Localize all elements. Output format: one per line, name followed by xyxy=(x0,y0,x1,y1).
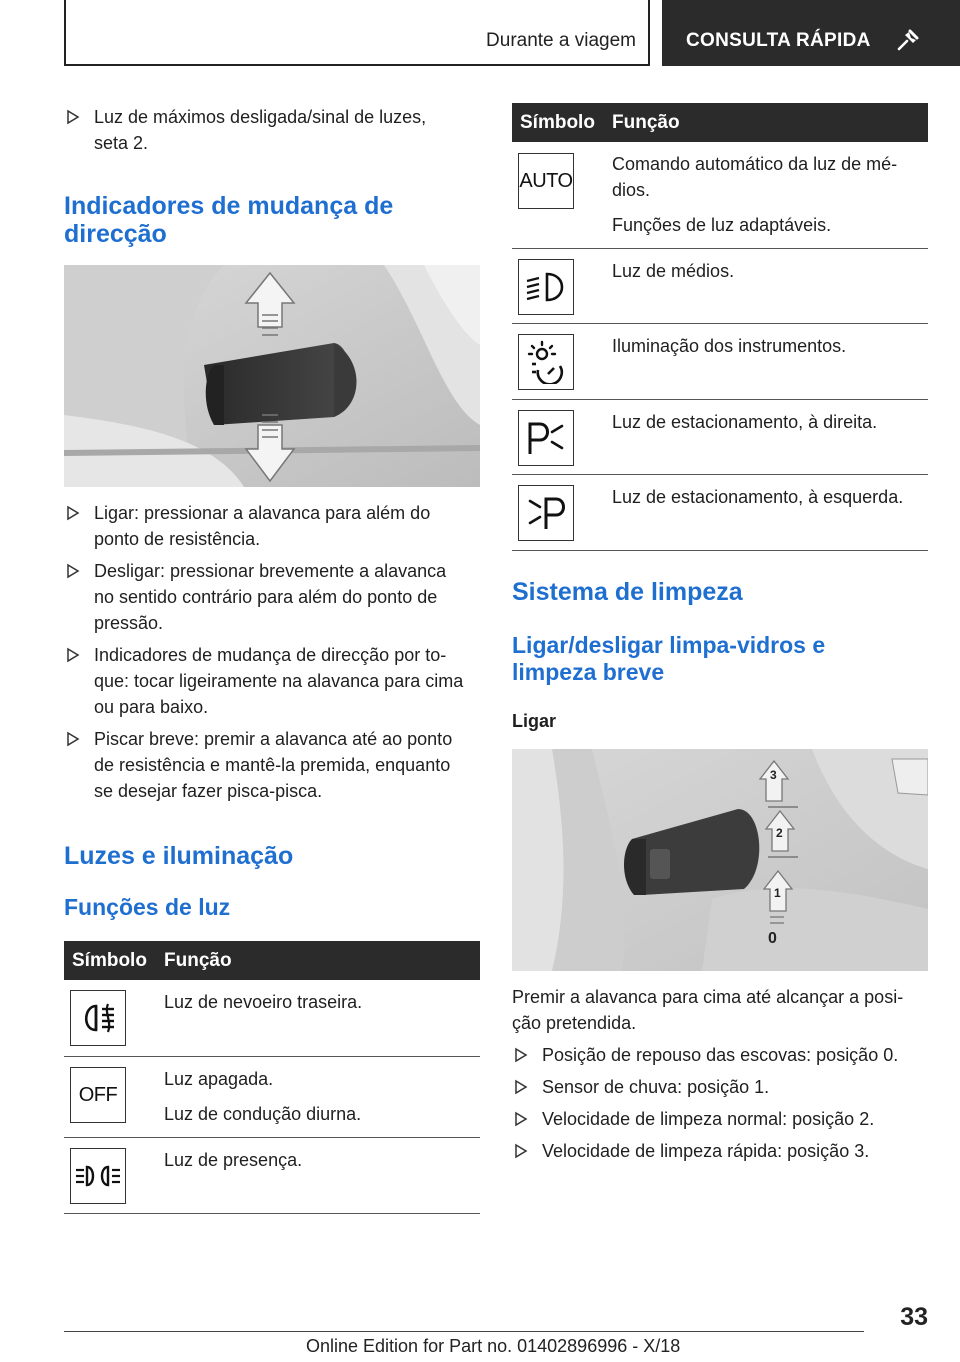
turn-signal-list xyxy=(64,500,480,804)
parking-light-icon xyxy=(70,1148,126,1204)
list-item: Desligar: pressionar brevemente a alavanca no sentido contrário para além do ponto de pressão. xyxy=(64,558,480,636)
list-item: Indicadores de mudança de direcção por to- que: tocar ligeiramente na alavanca para cima ou para baixo. xyxy=(64,642,480,720)
position-label: 2 xyxy=(776,826,783,840)
header-rule-left xyxy=(64,0,66,66)
header-section-title[interactable]: Durante a viagem xyxy=(486,30,636,51)
triangle-bullet-icon xyxy=(66,109,80,125)
light-functions-table xyxy=(64,941,480,1214)
lights-heading: Luzes e iluminação xyxy=(64,842,294,870)
wiper-toggle-heading: Ligar/desligar limpa-vidros e limpeza breve xyxy=(512,632,826,685)
triangle-bullet-icon xyxy=(66,647,80,663)
function-text: Comando automático da luz de mé- dios. xyxy=(612,154,898,200)
parking-left-icon xyxy=(518,485,574,541)
list-item: Velocidade de limpeza rápida: posição 3. xyxy=(512,1138,928,1164)
table-row xyxy=(512,142,928,249)
triangle-bullet-icon xyxy=(514,1143,528,1159)
function-text: Luz de estacionamento, à direita. xyxy=(612,412,878,432)
wiper-instruction: Premir a alavanca para cima até alcançar a posi- ção pretendida. xyxy=(512,987,904,1033)
wiper-positions-list xyxy=(512,1042,928,1164)
page-number: 33 xyxy=(900,1303,928,1331)
triangle-bullet-icon xyxy=(514,1111,528,1127)
column-header-symbol: Símbolo xyxy=(512,103,604,142)
parking-right-icon xyxy=(518,410,574,466)
footer-rule xyxy=(64,1331,864,1332)
left-column xyxy=(64,96,480,1214)
triangle-bullet-icon xyxy=(66,563,80,579)
low-beam-icon xyxy=(518,259,574,315)
function-text: Luz de nevoeiro traseira. xyxy=(164,992,363,1012)
column-header-function: Função xyxy=(156,941,480,980)
right-column xyxy=(512,103,928,1170)
pin-icon xyxy=(894,26,922,54)
list-item: Piscar breve: premir a alavanca até ao ponto de resistência e mantê-la premida, enquanto se desejar fazer pisca-pisca. xyxy=(64,726,480,804)
header-rule-bottom xyxy=(64,64,650,66)
quick-reference-label[interactable]: CONSULTA RÁPIDA xyxy=(686,30,871,51)
function-text: Luz de estacionamento, à esquerda. xyxy=(612,487,904,507)
position-label: 3 xyxy=(770,768,777,782)
header-rule-mid xyxy=(648,0,650,66)
function-text: Luz de condução diurna. xyxy=(164,1103,362,1124)
wiper-system-heading: Sistema de limpeza xyxy=(512,578,743,606)
table-row xyxy=(512,475,928,551)
list-item: Velocidade de limpeza normal: posição 2. xyxy=(512,1106,928,1132)
position-label: 0 xyxy=(768,930,777,947)
list-item: Posição de repouso das escovas: posição 0. xyxy=(512,1042,928,1068)
table-header-row xyxy=(512,103,928,142)
auto-icon: AUTO xyxy=(518,153,574,209)
table-header-row xyxy=(64,941,480,980)
light-symbols-table xyxy=(512,103,928,551)
function-text: Funções de luz adaptáveis. xyxy=(612,215,832,235)
column-header-function: Função xyxy=(604,103,928,142)
column-header-symbol: Símbolo xyxy=(64,941,156,980)
table-row xyxy=(512,249,928,324)
function-text: Luz de presença. xyxy=(164,1149,303,1170)
turn-signal-lever-image xyxy=(64,265,480,487)
position-label: 1 xyxy=(774,886,781,900)
list-item: Luz de máximos desligada/sinal de luzes, seta 2. xyxy=(64,104,480,156)
table-row xyxy=(64,1137,480,1213)
table-row xyxy=(64,1056,480,1137)
turn-signals-heading: Indicadores de mudança de direcção xyxy=(64,192,394,248)
function-text: Luz de médios. xyxy=(612,261,735,281)
function-text: Iluminação dos instrumentos. xyxy=(612,336,847,356)
triangle-bullet-icon xyxy=(514,1047,528,1063)
triangle-bullet-icon xyxy=(66,505,80,521)
wiper-lever-image xyxy=(512,749,928,971)
triangle-bullet-icon xyxy=(514,1079,528,1095)
function-text: Luz apagada. xyxy=(164,1068,274,1089)
table-row xyxy=(512,324,928,400)
instrument-lighting-icon xyxy=(518,334,574,390)
edition-text: Online Edition for Part no. 01402896996 - X/18 xyxy=(306,1336,681,1356)
table-row xyxy=(512,400,928,475)
rear-fog-light-icon xyxy=(70,990,126,1046)
light-functions-heading: Funções de luz xyxy=(64,894,231,920)
table-row xyxy=(64,980,480,1056)
off-icon: OFF xyxy=(70,1067,126,1123)
list-item: Sensor de chuva: posição 1. xyxy=(512,1074,928,1100)
list-item: Ligar: pressionar a alavanca para além do ponto de resistência. xyxy=(64,500,480,552)
on-label: Ligar xyxy=(512,711,557,731)
triangle-bullet-icon xyxy=(66,731,80,747)
